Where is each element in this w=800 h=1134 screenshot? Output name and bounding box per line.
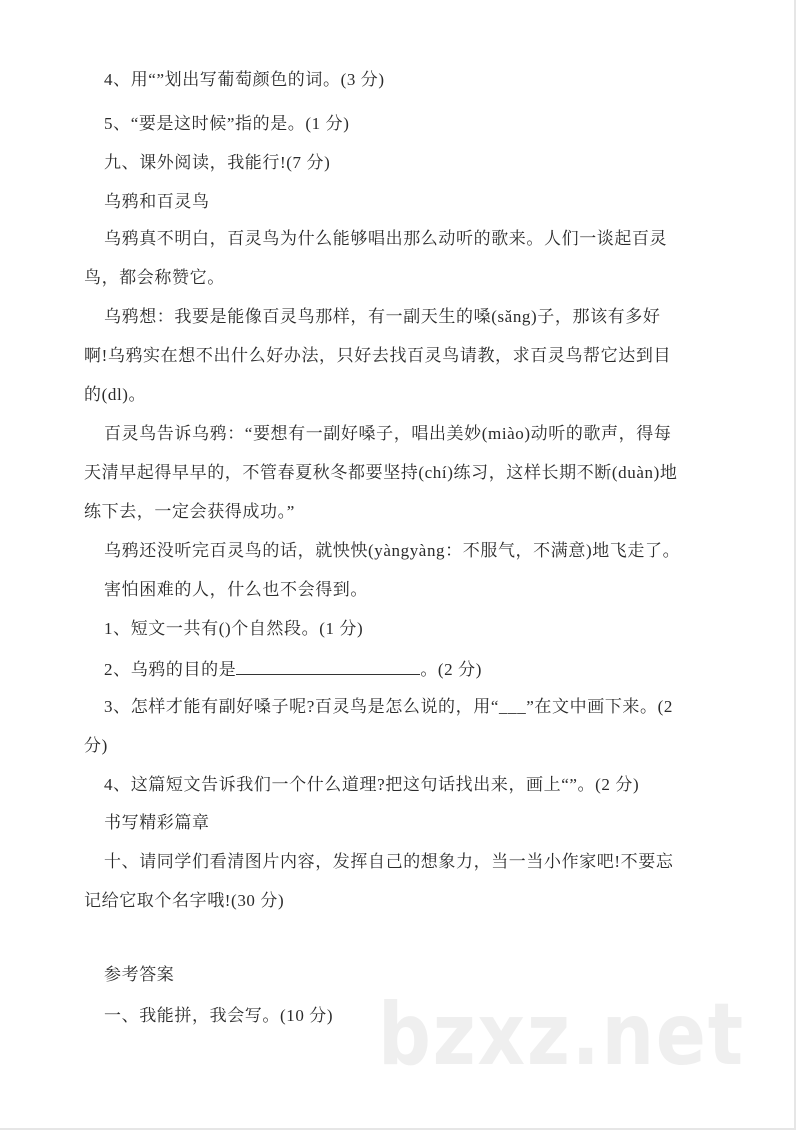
section-10-line-2: 记给它取个名字哦!(30 分) bbox=[84, 891, 285, 910]
question-4: 4、这篇短文告诉我们一个什么道理?把这句话找出来，画上“”。(2 分) bbox=[104, 775, 640, 794]
question-1: 1、短文一共有()个自然段。(1 分) bbox=[104, 619, 364, 638]
section-10-line-1: 十、请同学们看清图片内容，发挥自己的想象力，当一当小作家吧!不要忘 bbox=[104, 852, 674, 871]
question-3-line-2: 分) bbox=[84, 736, 108, 755]
story-title: 乌鸦和百灵鸟 bbox=[104, 192, 210, 211]
question-5-previous: 5、“要是这时候”指的是。(1 分) bbox=[104, 114, 350, 133]
paragraph-2-line-1: 乌鸦想：我要是能像百灵鸟那样，有一副天生的嗓(sǎng)子，那该有多好 bbox=[104, 307, 661, 326]
writing-section-title: 书写精彩篇章 bbox=[104, 813, 210, 832]
section-9-heading: 九、课外阅读，我能行!(7 分) bbox=[104, 153, 331, 172]
paragraph-3-line-3: 练下去，一定会获得成功。” bbox=[84, 502, 295, 521]
question-3-line-1: 3、怎样才能有副好嗓子呢?百灵鸟是怎么说的，用“___”在文中画下来。(2 bbox=[104, 697, 673, 716]
paragraph-1-line-2: 鸟，都会称赞它。 bbox=[84, 268, 225, 287]
paragraph-1-line-1: 乌鸦真不明白，百灵鸟为什么能够唱出那么动听的歌来。人们一谈起百灵 bbox=[104, 229, 668, 248]
question-4-previous: 4、用“”划出写葡萄颜色的词。(3 分) bbox=[104, 70, 385, 89]
paragraph-3-line-1: 百灵鸟告诉乌鸦：“要想有一副好嗓子，唱出美妙(miào)动听的歌声，得每 bbox=[104, 424, 672, 443]
paragraph-4: 乌鸦还没听完百灵鸟的话，就怏怏(yàngyàng：不服气，不满意)地飞走了。 bbox=[104, 541, 681, 560]
answers-section-1: 一、我能拼，我会写。(10 分) bbox=[104, 1006, 334, 1025]
watermark: bzxz.net bbox=[378, 985, 745, 1085]
paragraph-2-line-2: 啊!乌鸦实在想不出什么好办法，只好去找百灵鸟请教，求百灵鸟帮它达到目 bbox=[84, 346, 672, 365]
answers-title: 参考答案 bbox=[104, 965, 175, 984]
paragraph-2-line-3: 的(dl)。 bbox=[84, 385, 147, 404]
question-2-prefix: 2、乌鸦的目的是 bbox=[104, 660, 237, 679]
question-2 bbox=[104, 658, 482, 680]
paragraph-5: 害怕困难的人，什么也不会得到。 bbox=[104, 580, 368, 599]
paragraph-3-line-2: 天清早起得早早的，不管春夏秋冬都要坚持(chí)练习，这样长期不断(duàn)地 bbox=[84, 463, 678, 482]
answer-blank bbox=[236, 658, 420, 675]
question-2-suffix: 。(2 分) bbox=[420, 660, 482, 679]
